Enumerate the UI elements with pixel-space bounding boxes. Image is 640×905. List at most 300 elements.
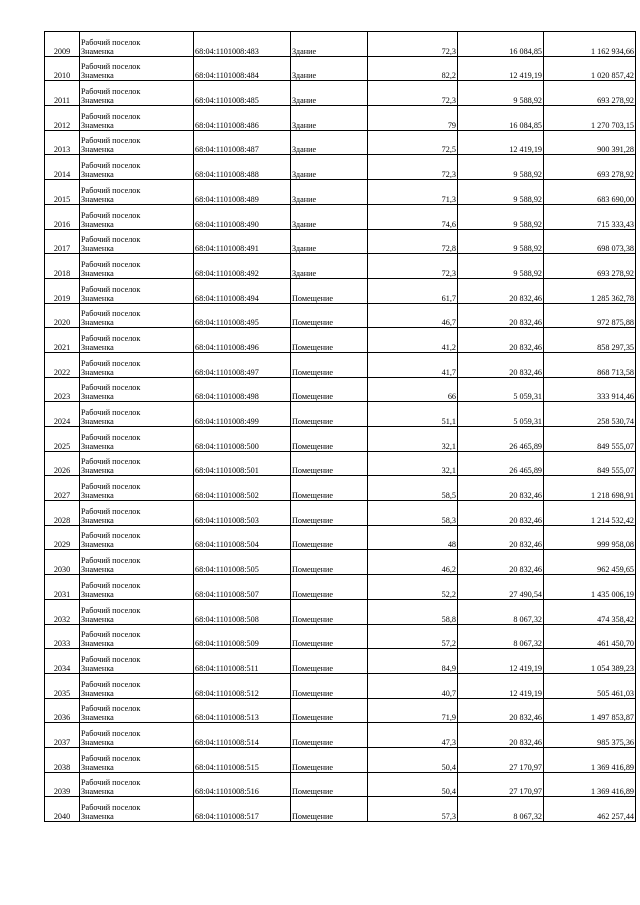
row-number: 2036: [45, 698, 80, 723]
row-cadastral-value: 693 278,92: [544, 155, 636, 180]
row-cadastral-number: 68:04:1101008:495: [194, 303, 291, 328]
row-area: 40,7: [368, 673, 458, 698]
row-object-type: Помещение: [291, 575, 368, 600]
row-specific-value: 9 588,92: [458, 180, 544, 205]
row-cadastral-number: 68:04:1101008:490: [194, 204, 291, 229]
row-area: 47,3: [368, 723, 458, 748]
row-number: 2032: [45, 599, 80, 624]
row-locality-line: Рабочий поселок: [81, 704, 141, 714]
row-specific-value: 27 170,97: [458, 772, 544, 797]
table-row: [45, 649, 636, 674]
table-row: [45, 673, 636, 698]
row-cadastral-value: 698 073,38: [544, 229, 636, 254]
row-locality-line: Рабочий поселок: [81, 210, 141, 220]
row-specific-value: 27 490,54: [458, 575, 544, 600]
row-cadastral-number: 68:04:1101008:509: [194, 624, 291, 649]
row-cadastral-value: 1 285 362,78: [544, 278, 636, 303]
row-specific-value: 12 419,19: [458, 130, 544, 155]
row-locality: [80, 772, 194, 797]
row-locality-line: Рабочий поселок: [81, 778, 141, 788]
row-locality: [80, 476, 194, 501]
row-locality: [80, 451, 194, 476]
row-cadastral-value: 849 555,07: [544, 451, 636, 476]
row-object-type: Здание: [291, 254, 368, 279]
row-locality: [80, 204, 194, 229]
table-row: [45, 797, 636, 822]
row-cadastral-value: 693 278,92: [544, 254, 636, 279]
row-locality: [80, 797, 194, 822]
row-locality: [80, 106, 194, 131]
row-cadastral-value: 333 914,46: [544, 377, 636, 402]
row-specific-value: 5 059,31: [458, 377, 544, 402]
row-number: 2020: [45, 303, 80, 328]
row-locality-line: Рабочий поселок: [81, 630, 141, 640]
row-cadastral-value: 999 958,08: [544, 525, 636, 550]
row-number: 2022: [45, 352, 80, 377]
row-object-type: Помещение: [291, 599, 368, 624]
row-locality-line: Знаменка: [81, 614, 114, 624]
row-locality: [80, 303, 194, 328]
row-locality: [80, 747, 194, 772]
row-specific-value: 16 084,85: [458, 106, 544, 131]
row-locality: [80, 402, 194, 427]
row-cadastral-number: 68:04:1101008:513: [194, 698, 291, 723]
row-specific-value: 20 832,46: [458, 328, 544, 353]
row-cadastral-number: 68:04:1101008:501: [194, 451, 291, 476]
row-specific-value: 12 419,19: [458, 56, 544, 81]
row-cadastral-value: 1 054 389,23: [544, 649, 636, 674]
row-cadastral-value: 1 369 416,89: [544, 747, 636, 772]
row-locality-line: Знаменка: [81, 491, 114, 501]
row-cadastral-value: 474 358,42: [544, 599, 636, 624]
row-object-type: Помещение: [291, 723, 368, 748]
row-locality: [80, 649, 194, 674]
row-object-type: Здание: [291, 56, 368, 81]
row-object-type: Здание: [291, 180, 368, 205]
row-cadastral-value: 1 435 006,19: [544, 575, 636, 600]
row-locality-line: Знаменка: [81, 762, 114, 772]
row-cadastral-number: 68:04:1101008:485: [194, 81, 291, 106]
row-locality-line: Рабочий поселок: [81, 358, 141, 368]
row-locality-line: Знаменка: [81, 46, 114, 56]
row-cadastral-number: 68:04:1101008:514: [194, 723, 291, 748]
row-specific-value: 9 588,92: [458, 155, 544, 180]
row-area: 82,2: [368, 56, 458, 81]
row-cadastral-value: 1 218 698,91: [544, 476, 636, 501]
row-locality-line: Знаменка: [81, 466, 114, 476]
table-row: [45, 599, 636, 624]
row-area: 41,7: [368, 352, 458, 377]
row-locality: [80, 278, 194, 303]
row-locality: [80, 180, 194, 205]
table-body: [45, 32, 636, 822]
table-row: [45, 352, 636, 377]
row-cadastral-number: 68:04:1101008:505: [194, 550, 291, 575]
row-cadastral-number: 68:04:1101008:504: [194, 525, 291, 550]
row-locality-line: Рабочий поселок: [81, 383, 141, 393]
row-area: 79: [368, 106, 458, 131]
row-locality-line: Рабочий поселок: [81, 309, 141, 319]
row-locality-line: Знаменка: [81, 96, 114, 106]
row-locality-line: Рабочий поселок: [81, 333, 141, 343]
row-cadastral-number: 68:04:1101008:502: [194, 476, 291, 501]
row-number: 2010: [45, 56, 80, 81]
row-cadastral-number: 68:04:1101008:498: [194, 377, 291, 402]
row-object-type: Помещение: [291, 328, 368, 353]
table-row: [45, 427, 636, 452]
row-area: 72,3: [368, 155, 458, 180]
row-cadastral-number: 68:04:1101008:507: [194, 575, 291, 600]
row-number: 2037: [45, 723, 80, 748]
row-specific-value: 20 832,46: [458, 278, 544, 303]
row-locality-line: Рабочий поселок: [81, 482, 141, 492]
row-area: 66: [368, 377, 458, 402]
table-row: [45, 155, 636, 180]
row-object-type: Помещение: [291, 377, 368, 402]
row-area: 46,7: [368, 303, 458, 328]
row-cadastral-value: 858 297,35: [544, 328, 636, 353]
row-number: 2035: [45, 673, 80, 698]
row-area: 46,2: [368, 550, 458, 575]
row-locality-line: Знаменка: [81, 688, 114, 698]
row-specific-value: 8 067,32: [458, 599, 544, 624]
row-locality: [80, 155, 194, 180]
row-locality-line: Знаменка: [81, 737, 114, 747]
row-object-type: Помещение: [291, 797, 368, 822]
row-locality-line: Рабочий поселок: [81, 185, 141, 195]
row-cadastral-value: 1 497 853,87: [544, 698, 636, 723]
table-row: [45, 377, 636, 402]
row-object-type: Помещение: [291, 402, 368, 427]
row-locality-line: Рабочий поселок: [81, 62, 141, 72]
row-specific-value: 12 419,19: [458, 649, 544, 674]
row-object-type: Помещение: [291, 772, 368, 797]
row-specific-value: 27 170,97: [458, 747, 544, 772]
row-number: 2038: [45, 747, 80, 772]
row-area: 58,3: [368, 501, 458, 526]
row-locality-line: Рабочий поселок: [81, 161, 141, 171]
row-cadastral-number: 68:04:1101008:512: [194, 673, 291, 698]
row-locality: [80, 229, 194, 254]
row-number: 2027: [45, 476, 80, 501]
table-row: [45, 254, 636, 279]
table-row: [45, 402, 636, 427]
row-area: 52,2: [368, 575, 458, 600]
row-specific-value: 12 419,19: [458, 673, 544, 698]
row-specific-value: 9 588,92: [458, 254, 544, 279]
row-locality-line: Знаменка: [81, 170, 114, 180]
row-object-type: Помещение: [291, 698, 368, 723]
row-locality-line: Рабочий поселок: [81, 803, 141, 812]
row-number: 2013: [45, 130, 80, 155]
row-number: 2009: [45, 32, 80, 57]
table-row: [45, 723, 636, 748]
row-locality-line: Знаменка: [81, 342, 114, 352]
row-number: 2034: [45, 649, 80, 674]
row-locality: [80, 56, 194, 81]
row-locality: [80, 525, 194, 550]
row-number: 2023: [45, 377, 80, 402]
row-locality-line: Знаменка: [81, 589, 114, 599]
table-row: [45, 747, 636, 772]
row-locality: [80, 501, 194, 526]
row-locality: [80, 599, 194, 624]
row-cadastral-number: 68:04:1101008:487: [194, 130, 291, 155]
row-number: 2030: [45, 550, 80, 575]
row-locality-line: Рабочий поселок: [81, 753, 141, 763]
row-cadastral-value: 693 278,92: [544, 81, 636, 106]
row-locality: [80, 328, 194, 353]
table-row: [45, 56, 636, 81]
row-object-type: Помещение: [291, 451, 368, 476]
row-locality-line: Знаменка: [81, 219, 114, 229]
row-number: 2031: [45, 575, 80, 600]
row-area: 50,4: [368, 772, 458, 797]
row-cadastral-number: 68:04:1101008:511: [194, 649, 291, 674]
row-locality: [80, 427, 194, 452]
row-area: 50,4: [368, 747, 458, 772]
row-number: 2012: [45, 106, 80, 131]
row-object-type: Помещение: [291, 352, 368, 377]
row-number: 2025: [45, 427, 80, 452]
row-locality-line: Рабочий поселок: [81, 259, 141, 269]
row-locality-line: Рабочий поселок: [81, 37, 141, 47]
row-number: 2018: [45, 254, 80, 279]
row-locality-line: Знаменка: [81, 515, 114, 525]
table-row: [45, 550, 636, 575]
row-number: 2040: [45, 797, 80, 822]
row-locality-line: Рабочий поселок: [81, 506, 141, 516]
row-cadastral-number: 68:04:1101008:488: [194, 155, 291, 180]
row-object-type: Помещение: [291, 501, 368, 526]
row-area: 72,3: [368, 81, 458, 106]
row-locality: [80, 377, 194, 402]
row-cadastral-value: 900 391,28: [544, 130, 636, 155]
row-object-type: Помещение: [291, 747, 368, 772]
table-row: [45, 328, 636, 353]
row-specific-value: 8 067,32: [458, 624, 544, 649]
row-cadastral-number: 68:04:1101008:516: [194, 772, 291, 797]
row-object-type: Помещение: [291, 525, 368, 550]
row-specific-value: 26 465,89: [458, 427, 544, 452]
row-object-type: Помещение: [291, 303, 368, 328]
row-specific-value: 16 084,85: [458, 32, 544, 57]
row-locality-line: Рабочий поселок: [81, 679, 141, 689]
row-area: 32,1: [368, 451, 458, 476]
row-object-type: Помещение: [291, 278, 368, 303]
row-cadastral-value: 1 214 532,42: [544, 501, 636, 526]
row-cadastral-number: 68:04:1101008:503: [194, 501, 291, 526]
row-cadastral-number: 68:04:1101008:486: [194, 106, 291, 131]
row-number: 2024: [45, 402, 80, 427]
row-object-type: Помещение: [291, 550, 368, 575]
row-cadastral-number: 68:04:1101008:500: [194, 427, 291, 452]
row-locality-line: Знаменка: [81, 441, 114, 451]
row-specific-value: 20 832,46: [458, 476, 544, 501]
row-area: 84,9: [368, 649, 458, 674]
table-row: [45, 130, 636, 155]
table-row: [45, 525, 636, 550]
row-cadastral-number: 68:04:1101008:494: [194, 278, 291, 303]
row-locality-line: Рабочий поселок: [81, 457, 141, 467]
row-specific-value: 9 588,92: [458, 81, 544, 106]
row-cadastral-number: 68:04:1101008:489: [194, 180, 291, 205]
row-area: 72,3: [368, 32, 458, 57]
row-area: 61,7: [368, 278, 458, 303]
table-row: [45, 476, 636, 501]
row-object-type: Здание: [291, 229, 368, 254]
row-area: 74,6: [368, 204, 458, 229]
row-area: 32,1: [368, 427, 458, 452]
row-specific-value: 26 465,89: [458, 451, 544, 476]
row-cadastral-number: 68:04:1101008:496: [194, 328, 291, 353]
row-cadastral-value: 258 530,74: [544, 402, 636, 427]
row-cadastral-value: 1 369 416,89: [544, 772, 636, 797]
table-row: [45, 624, 636, 649]
row-number: 2026: [45, 451, 80, 476]
row-locality: [80, 352, 194, 377]
row-cadastral-value: 715 333,43: [544, 204, 636, 229]
row-specific-value: 20 832,46: [458, 352, 544, 377]
row-cadastral-number: 68:04:1101008:492: [194, 254, 291, 279]
row-locality-line: Знаменка: [81, 787, 114, 797]
row-locality-line: Знаменка: [81, 417, 114, 426]
row-object-type: Помещение: [291, 649, 368, 674]
row-locality-line: Рабочий поселок: [81, 235, 141, 245]
row-object-type: Здание: [291, 32, 368, 57]
row-locality: [80, 32, 194, 57]
row-object-type: Помещение: [291, 476, 368, 501]
row-area: 71,3: [368, 180, 458, 205]
table-row: [45, 772, 636, 797]
row-cadastral-value: 683 690,00: [544, 180, 636, 205]
row-number: 2017: [45, 229, 80, 254]
row-locality-line: Знаменка: [81, 194, 114, 204]
row-locality-line: Знаменка: [81, 318, 114, 328]
row-number: 2039: [45, 772, 80, 797]
row-locality: [80, 624, 194, 649]
row-specific-value: 9 588,92: [458, 229, 544, 254]
row-locality-line: Рабочий поселок: [81, 580, 141, 590]
row-cadastral-value: 868 713,58: [544, 352, 636, 377]
row-locality-line: Знаменка: [81, 71, 114, 81]
row-object-type: Здание: [291, 106, 368, 131]
row-cadastral-number: 68:04:1101008:508: [194, 599, 291, 624]
row-locality-line: Знаменка: [81, 293, 114, 303]
row-area: 57,2: [368, 624, 458, 649]
row-cadastral-number: 68:04:1101008:484: [194, 56, 291, 81]
row-cadastral-value: 962 459,65: [544, 550, 636, 575]
row-locality-line: Знаменка: [81, 663, 114, 673]
row-cadastral-number: 68:04:1101008:515: [194, 747, 291, 772]
row-locality-line: Рабочий поселок: [81, 408, 141, 417]
table-row: [45, 204, 636, 229]
table-row: [45, 32, 636, 57]
row-object-type: Помещение: [291, 427, 368, 452]
row-locality-line: Знаменка: [81, 268, 114, 278]
row-locality-line: Рабочий поселок: [81, 136, 141, 146]
row-locality: [80, 550, 194, 575]
row-cadastral-value: 1 162 934,66: [544, 32, 636, 57]
row-locality-line: Рабочий поселок: [81, 556, 141, 566]
row-locality: [80, 254, 194, 279]
table-row: [45, 451, 636, 476]
row-area: 72,3: [368, 254, 458, 279]
row-specific-value: 20 832,46: [458, 303, 544, 328]
row-area: 72,8: [368, 229, 458, 254]
row-area: 48: [368, 525, 458, 550]
row-object-type: Здание: [291, 204, 368, 229]
table-row: [45, 229, 636, 254]
row-locality-line: Знаменка: [81, 713, 114, 723]
row-area: 58,8: [368, 599, 458, 624]
row-area: 71,9: [368, 698, 458, 723]
row-specific-value: 20 832,46: [458, 550, 544, 575]
row-locality-line: Знаменка: [81, 812, 114, 821]
row-object-type: Здание: [291, 81, 368, 106]
table-row: [45, 106, 636, 131]
row-number: 2014: [45, 155, 80, 180]
row-locality-line: Знаменка: [81, 120, 114, 130]
row-locality-line: Знаменка: [81, 392, 114, 402]
row-number: 2029: [45, 525, 80, 550]
row-specific-value: 9 588,92: [458, 204, 544, 229]
row-specific-value: 20 832,46: [458, 501, 544, 526]
row-locality-line: Знаменка: [81, 565, 114, 575]
row-number: 2028: [45, 501, 80, 526]
row-locality-line: Рабочий поселок: [81, 531, 141, 541]
row-locality-line: Рабочий поселок: [81, 87, 141, 97]
row-object-type: Здание: [291, 130, 368, 155]
row-area: 72,5: [368, 130, 458, 155]
row-specific-value: 20 832,46: [458, 723, 544, 748]
row-number: 2021: [45, 328, 80, 353]
table-row: [45, 278, 636, 303]
row-cadastral-value: 505 461,03: [544, 673, 636, 698]
row-cadastral-value: 1 020 857,42: [544, 56, 636, 81]
row-specific-value: 5 059,31: [458, 402, 544, 427]
table-row: [45, 698, 636, 723]
row-locality: [80, 575, 194, 600]
row-cadastral-number: 68:04:1101008:517: [194, 797, 291, 822]
row-number: 2015: [45, 180, 80, 205]
table-row: [45, 575, 636, 600]
row-object-type: Здание: [291, 155, 368, 180]
row-locality: [80, 698, 194, 723]
row-locality: [80, 130, 194, 155]
row-cadastral-number: 68:04:1101008:483: [194, 32, 291, 57]
row-area: 41,2: [368, 328, 458, 353]
row-area: 58,5: [368, 476, 458, 501]
row-locality-line: Знаменка: [81, 540, 114, 550]
row-locality: [80, 673, 194, 698]
row-cadastral-number: 68:04:1101008:499: [194, 402, 291, 427]
cadastral-value-table: [44, 31, 636, 822]
row-number: 2011: [45, 81, 80, 106]
row-cadastral-value: 462 257,44: [544, 797, 636, 822]
row-locality: [80, 723, 194, 748]
row-locality-line: Рабочий поселок: [81, 605, 141, 615]
row-locality-line: Рабочий поселок: [81, 111, 141, 121]
row-specific-value: 20 832,46: [458, 525, 544, 550]
row-locality-line: Рабочий поселок: [81, 728, 141, 738]
row-area: 51,1: [368, 402, 458, 427]
table-row: [45, 303, 636, 328]
row-specific-value: 20 832,46: [458, 698, 544, 723]
row-specific-value: 8 067,32: [458, 797, 544, 822]
row-locality-line: Знаменка: [81, 145, 114, 155]
row-cadastral-number: 68:04:1101008:491: [194, 229, 291, 254]
